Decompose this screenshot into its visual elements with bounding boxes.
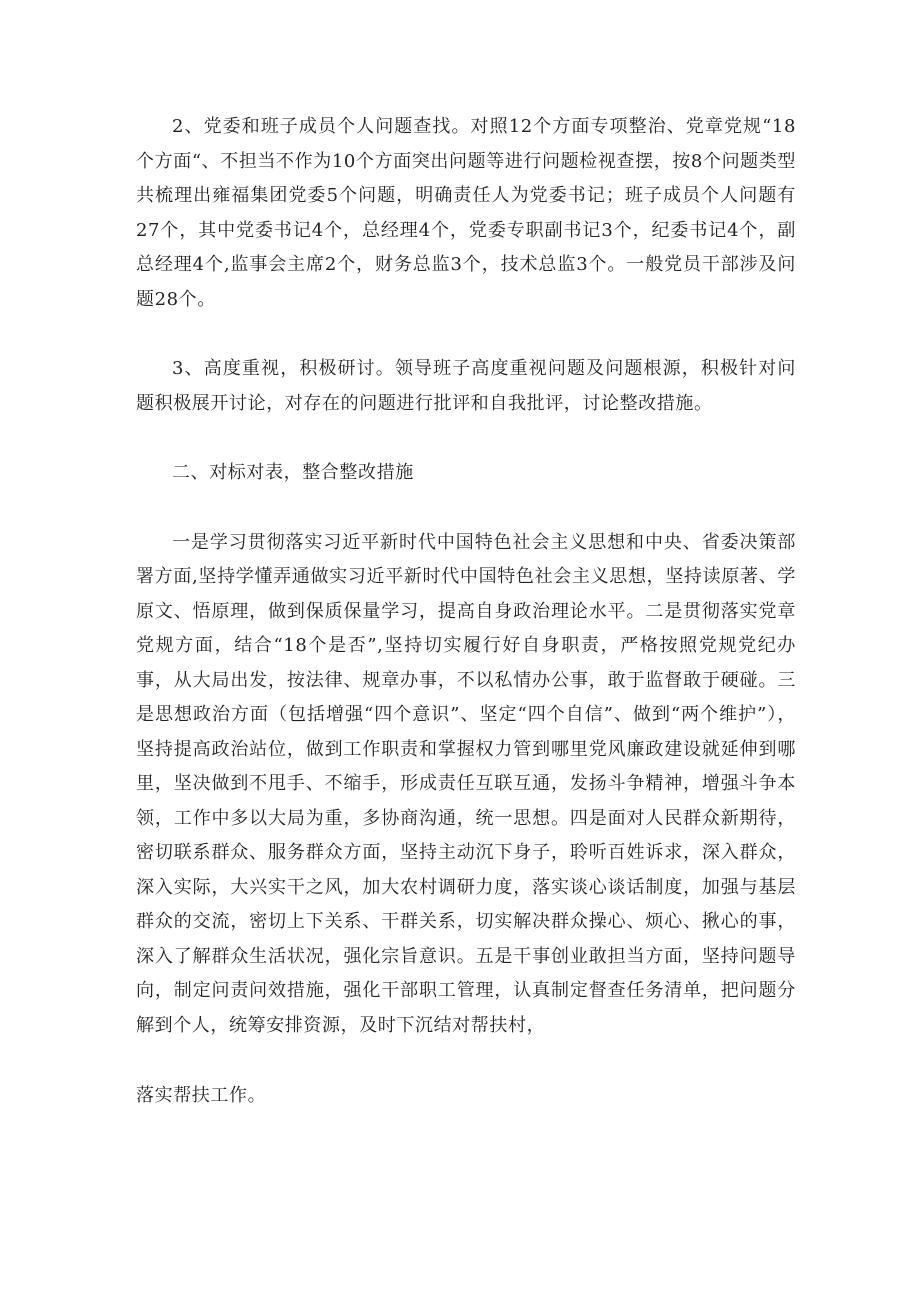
paragraph-rectification-details: 一是学习贯彻落实习近平新时代中国特色社会主义思想和中央、省委决策部署方面,坚持学懂弄通做实习近平新时代中国特色社会主义思想，坚持读原著、学原文、悟原理，做到保质保量学习，提高自身政治理论水平。二是贯彻落实党章党规方面，结合“18个是否”,坚持切实履行好自身职责，严格按照党规党纪办事，从大局出发，按法律、规章办事，不以私情办公事，敢于监督敢于硬碰。三是思想政治方面（包括增强“四个意识”、坚定“四个自信”、做到“两个维护”），坚持提高政治站位，做到工作职责和掌握权力管到哪里党风廉政建设就延伸到哪里，坚决做到不甩手、不缩手，形成责任互联互通，发扬斗争精神，增强斗争本领，工作中多以大局为重，多协商沟通，统一思想。四是面对人民群众新期待，密切联系群众、服务群众方面，坚持主动沉下身子，聆听百姓诉求，深入群众，深入实际，大兴实干之风，加大农村调研力度，落实谈心谈话制度，加强与基层群众的交流，密切上下关系、干群关系，切实解决群众操心、烦心、揪心的事，深入了解群众生活状况，强化宗旨意识。五是干事创业敢担当方面，坚持问题导向，制定问责问效措施，强化干部职工管理，认真制定督查任务清单，把问题分解到个人，统筹安排资源，及时下沉结对帮扶村， — [136, 531, 796, 1036]
paragraph-spacer — [136, 1043, 796, 1079]
document-page — [136, 110, 796, 1114]
paragraph-spacer — [136, 421, 796, 456]
paragraph-party-committee-issues: 2、党委和班子成员个人问题查找。对照12个方面专项整治、党章党规“18个方面“、不担当不作为10个方面突出问题等进行问题检视查摆，按8个问题类型共梳理出雍福集团党委5个问题，明确责任人为党委书记；班子成员个人问题有27个，其中党委书记4个，总经理4个，党委专职副书记3个，纪委书记4个，副总经理4个,监事会主席2个，财务总监3个，技术总监3个。一般党员干部涉及问题28个。 — [136, 116, 796, 310]
paragraph-spacer — [136, 317, 796, 352]
paragraph-spacer — [136, 491, 796, 526]
section-heading-rectification-measures: 二、对标对表，整合整改措施 — [172, 462, 414, 483]
paragraph-assistance-work: 落实帮扶工作。 — [136, 1085, 267, 1106]
paragraph-high-attention: 3、高度重视，积极研讨。领导班子高度重视问题及问题根源，积极针对问题积极展开讨论，对存在的问题进行批评和自我批评，讨论整改措施。 — [136, 358, 796, 414]
